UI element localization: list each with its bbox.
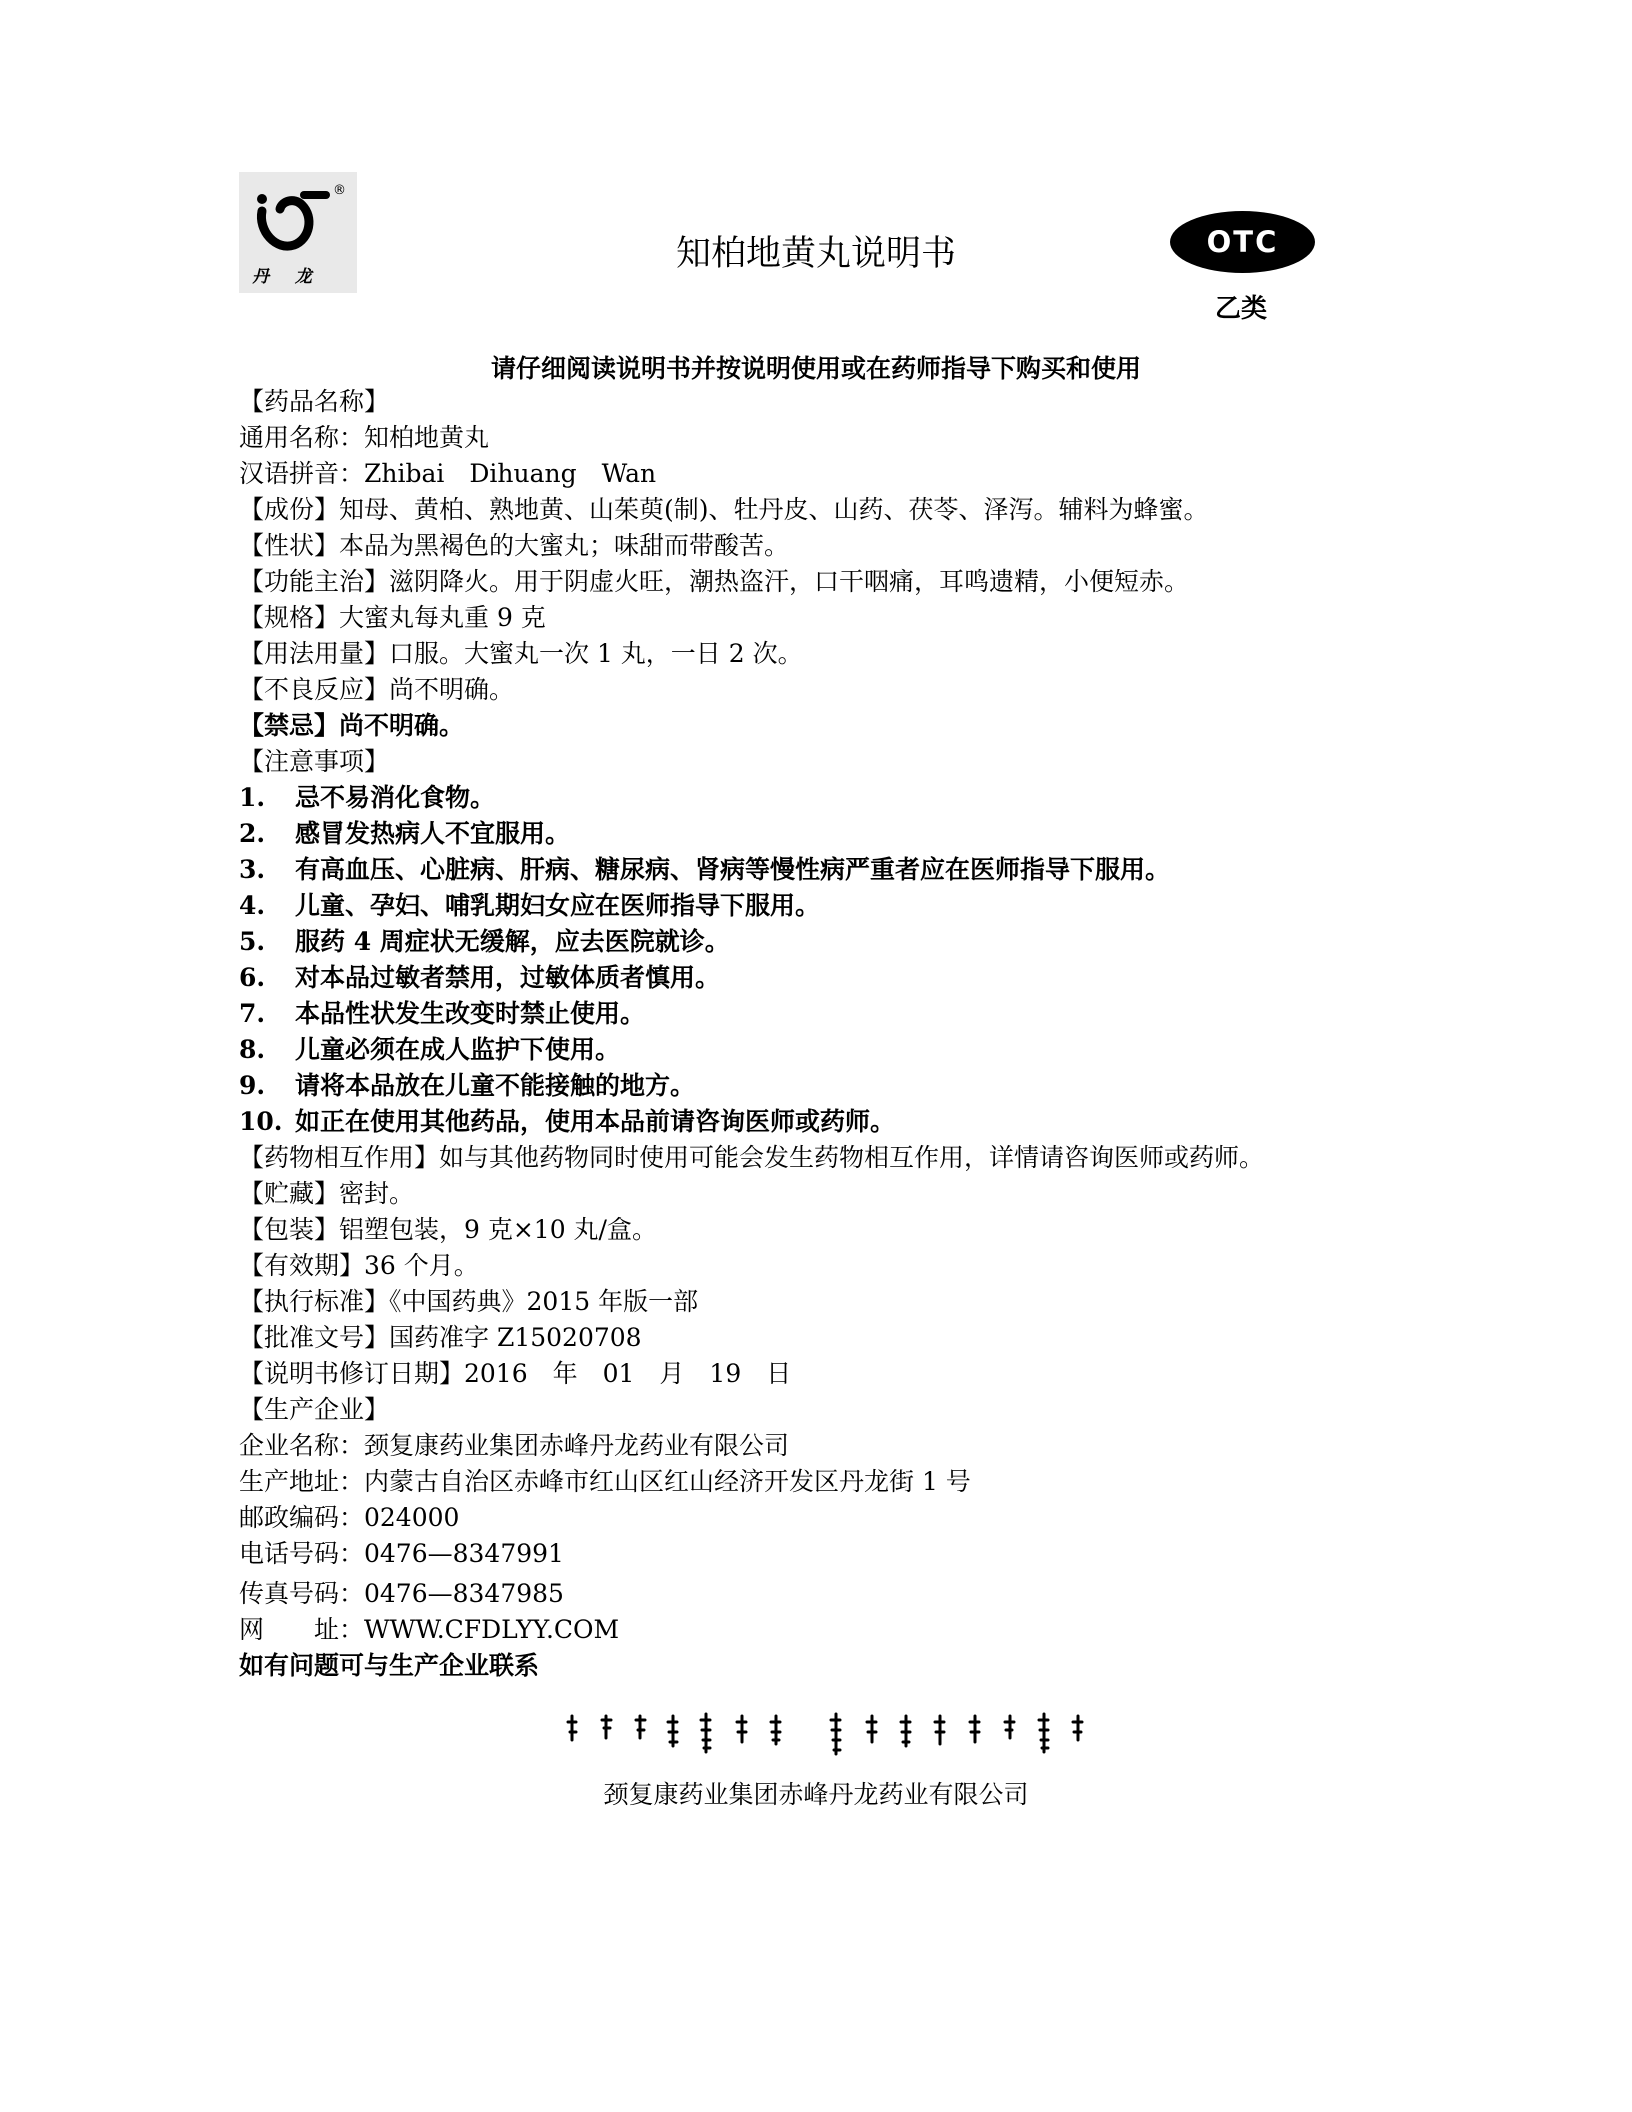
revision-date: 【说明书修订日期】2016 年 01 月 19 日 (239, 1359, 792, 1388)
contraindications: 【禁忌】尚不明确。 (239, 711, 465, 740)
adverse-reactions: 【不良反应】尚不明确。 (239, 675, 515, 704)
packaging: 【包装】铝塑包装，9 克×10 丸/盒。 (239, 1215, 657, 1244)
appearance: 【性状】本品为黑褐色的大蜜丸；味甜而带酸苦。 (239, 531, 790, 560)
precaution-item: 7. 本品性状发生改变时禁止使用。 (239, 999, 646, 1028)
precaution-item: 4. 儿童、孕妇、哺乳期妇女应在医师指导下服用。 (239, 891, 821, 920)
otc-class-label: 乙类 (1215, 294, 1268, 324)
shelf-life: 【有效期】36 个月。 (239, 1251, 479, 1280)
dosage: 【用法用量】口服。大蜜丸一次 1 丸，一日 2 次。 (239, 639, 803, 668)
contact-note: 如有问题可与生产企业联系 (239, 1651, 540, 1680)
precaution-item: 8. 儿童必须在成人监护下使用。 (239, 1035, 621, 1064)
precaution-item: 6. 对本品过敏者禁用，过敏体质者慎用。 (239, 963, 721, 992)
specification: 【规格】大蜜丸每丸重 9 克 (239, 603, 546, 632)
approval-number: 【批准文号】国药准字 Z15020708 (239, 1323, 642, 1352)
document-title: 知柏地黄丸说明书 (675, 234, 956, 274)
precaution-item: 5. 服药 4 周症状无缓解，应去医院就诊。 (239, 927, 730, 956)
indications: 【功能主治】滋阴降火。用于阴虚火旺，潮热盗汗，口干咽痛，耳鸣遗精，小便短赤。 (239, 567, 1190, 596)
precaution-item: 10. 如正在使用其他药品，使用本品前请咨询医师或药师。 (239, 1107, 896, 1136)
logo-text: 丹 龙 (252, 267, 322, 287)
company-name: 企业名称：颈复康药业集团赤峰丹龙药业有限公司 (239, 1431, 790, 1460)
registered-mark: ® (333, 183, 346, 198)
phone-number: 电话号码：0476—8347991 (239, 1539, 564, 1568)
section-manufacturer: 【生产企业】 (239, 1395, 390, 1424)
reading-notice: 请仔细阅读说明书并按说明使用或在药师指导下购买和使用 (490, 354, 1141, 383)
generic-name: 通用名称：知柏地黄丸 (239, 423, 490, 452)
drug-interactions: 【药物相互作用】如与其他药物同时使用可能会发生药物相互作用，详情请咨询医师或药师。 (239, 1143, 1265, 1172)
precaution-item: 3. 有高血压、心脏病、肝病、糖尿病、肾病等慢性病严重者应在医师指导下服用。 (239, 855, 1171, 884)
section-drug-name: 【药品名称】 (239, 387, 390, 416)
mongolian-script-graphic (0, 1708, 1632, 1758)
footer-company-name: 颈复康药业集团赤峰丹龙药业有限公司 (603, 1780, 1029, 1809)
postal-code: 邮政编码：024000 (239, 1503, 460, 1532)
precaution-item: 2. 感冒发热病人不宜服用。 (239, 819, 571, 848)
section-precautions: 【注意事项】 (239, 747, 390, 776)
website: 网 址：WWW.CFDLYY.COM (239, 1615, 620, 1644)
storage: 【贮藏】密封。 (239, 1179, 415, 1208)
ingredients: 【成份】知母、黄柏、熟地黄、山茱萸(制)、牡丹皮、山药、茯苓、泽泻。辅料为蜂蜜。 (239, 495, 1209, 524)
precaution-item: 1. 忌不易消化食物。 (239, 783, 496, 812)
standard: 【执行标准】《中国药典》2015 年版一部 (239, 1287, 699, 1316)
precaution-item: 9. 请将本品放在儿童不能接触的地方。 (239, 1071, 696, 1100)
fax-number: 传真号码：0476—8347985 (239, 1579, 564, 1608)
pinyin-name: 汉语拼音：Zhibai Dihuang Wan (239, 459, 657, 488)
otc-badge: OTC (1170, 211, 1315, 273)
company-address: 生产地址：内蒙古自治区赤峰市红山区红山经济开发区丹龙街 1 号 (239, 1467, 971, 1496)
